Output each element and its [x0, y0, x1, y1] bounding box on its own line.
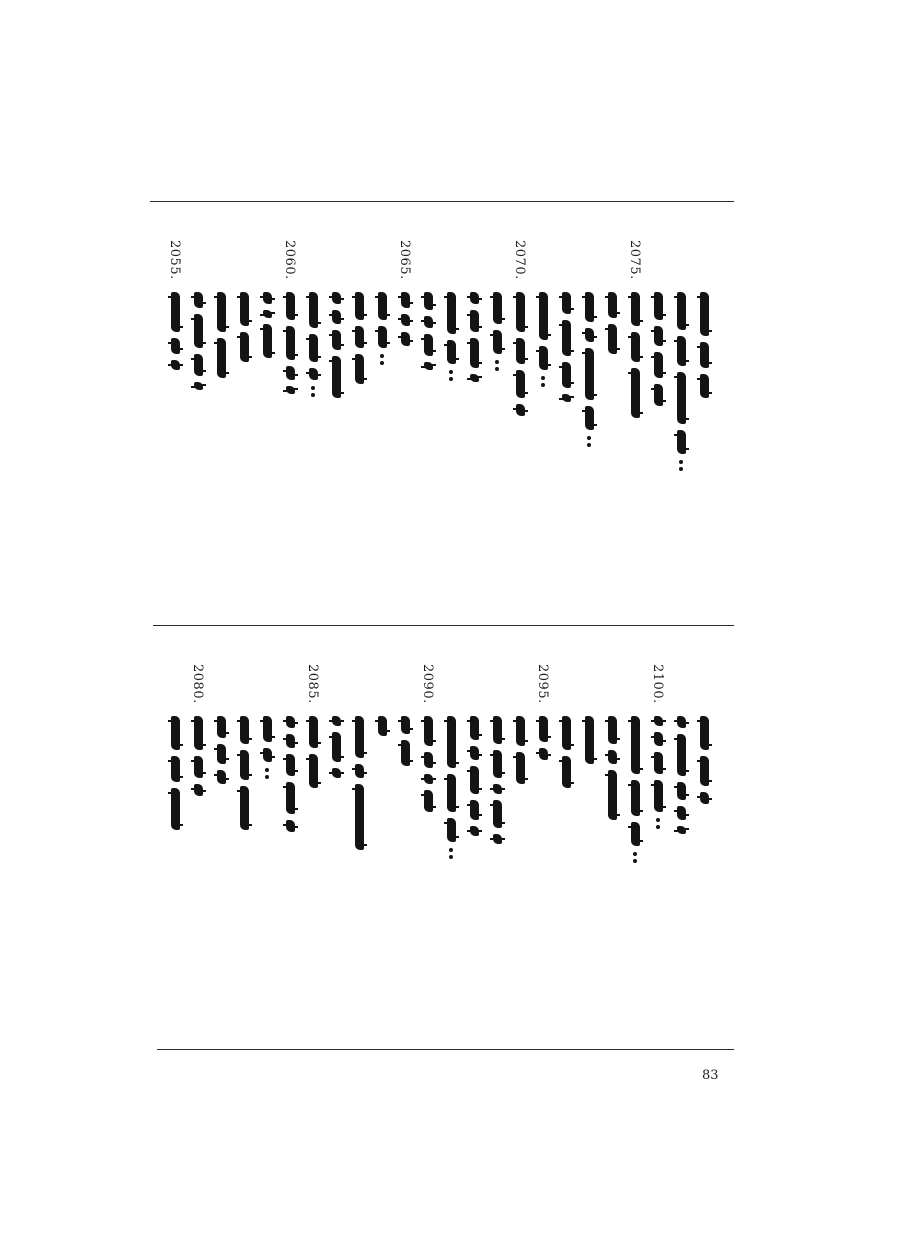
verse-column — [602, 212, 622, 442]
line-number: 2075. — [627, 240, 642, 280]
mongolian-script-line — [306, 292, 320, 403]
mongolian-script-line — [559, 716, 573, 794]
punctuation-mark — [679, 460, 683, 471]
verse-column — [349, 636, 369, 866]
mongolian-script-line — [191, 292, 205, 396]
verse-column — [326, 636, 346, 866]
mongolian-script-line — [375, 716, 389, 742]
line-number: 2095. — [535, 664, 550, 704]
verse-column — [487, 212, 507, 442]
mongolian-script-line — [214, 716, 228, 790]
mongolian-script-line — [674, 716, 688, 840]
verse-column — [671, 636, 691, 866]
verse-column — [188, 212, 208, 442]
verse-column — [556, 212, 576, 442]
verse-column — [441, 212, 461, 442]
middle-horizontal-rule — [153, 625, 734, 626]
verse-column — [648, 636, 668, 866]
mongolian-script-line — [697, 716, 711, 810]
mongolian-script-line — [168, 716, 182, 836]
verse-column — [418, 636, 438, 866]
verse-column — [510, 212, 530, 442]
mongolian-script-line — [651, 716, 665, 835]
mongolian-script-line — [329, 716, 343, 784]
mongolian-script-line — [375, 292, 389, 371]
verse-column — [487, 636, 507, 866]
verse-column — [464, 636, 484, 866]
punctuation-mark — [587, 436, 591, 447]
mongolian-script-line — [260, 292, 274, 364]
verse-column — [671, 212, 691, 442]
line-number: 2065. — [397, 240, 412, 280]
mongolian-script-line — [605, 716, 619, 826]
verse-column — [165, 636, 185, 866]
punctuation-mark — [633, 852, 637, 863]
line-number: 2080. — [190, 664, 205, 704]
mongolian-script-line — [283, 716, 297, 838]
verse-column — [694, 636, 714, 866]
verse-column — [395, 212, 415, 442]
verse-column — [556, 636, 576, 866]
punctuation-mark — [380, 354, 384, 365]
mongolian-script-line — [628, 716, 642, 869]
bottom-horizontal-rule — [157, 1049, 734, 1050]
mongolian-script-line — [697, 292, 711, 404]
verse-column — [211, 212, 231, 442]
verse-column — [234, 636, 254, 866]
lower-verse-section — [150, 636, 734, 1044]
mongolian-script-line — [421, 716, 435, 818]
mongolian-script-line — [628, 292, 642, 424]
mongolian-script-line — [306, 716, 320, 794]
mongolian-script-line — [490, 716, 504, 850]
line-number: 2085. — [305, 664, 320, 704]
verse-column — [372, 212, 392, 442]
mongolian-script-line — [651, 292, 665, 412]
mongolian-script-line — [490, 292, 504, 377]
verse-column — [533, 636, 553, 866]
verse-column — [303, 636, 323, 866]
punctuation-mark — [541, 376, 545, 387]
verse-column — [579, 212, 599, 442]
verse-column — [165, 212, 185, 442]
mongolian-script-line — [283, 292, 297, 400]
mongolian-script-line — [398, 716, 412, 772]
verse-column — [625, 636, 645, 866]
mongolian-script-line — [674, 292, 688, 477]
mongolian-script-line — [536, 292, 550, 393]
mongolian-script-line — [559, 292, 573, 408]
mongolian-script-line — [352, 716, 366, 856]
verse-column — [372, 636, 392, 866]
punctuation-mark — [311, 386, 315, 397]
mongolian-script-line — [329, 292, 343, 404]
page-number: 83 — [702, 1068, 719, 1083]
mongolian-script-line — [582, 292, 596, 453]
punctuation-mark — [495, 360, 499, 371]
verse-column — [303, 212, 323, 442]
verse-column — [326, 212, 346, 442]
verse-column — [441, 636, 461, 866]
upper-verse-section — [150, 212, 734, 620]
line-number: 2090. — [420, 664, 435, 704]
mongolian-script-line — [191, 716, 205, 802]
punctuation-mark — [449, 848, 453, 859]
mongolian-script-line — [605, 292, 619, 360]
verse-column — [533, 212, 553, 442]
mongolian-script-line — [237, 716, 251, 836]
mongolian-script-line — [467, 292, 481, 388]
mongolian-script-line — [421, 292, 435, 376]
mongolian-script-line — [237, 292, 251, 368]
mongolian-script-line — [398, 292, 412, 352]
verse-column — [280, 636, 300, 866]
verse-column — [648, 212, 668, 442]
verse-column — [349, 212, 369, 442]
verse-column — [510, 636, 530, 866]
verse-column — [211, 636, 231, 866]
verse-column — [602, 636, 622, 866]
verse-column — [257, 212, 277, 442]
top-horizontal-rule — [150, 201, 734, 202]
verse-column — [234, 212, 254, 442]
mongolian-script-line — [582, 716, 596, 770]
mongolian-script-line — [214, 292, 228, 384]
line-number: 2060. — [282, 240, 297, 280]
verse-column — [579, 636, 599, 866]
verse-column — [464, 212, 484, 442]
punctuation-mark — [265, 768, 269, 779]
mongolian-script-line — [352, 292, 366, 390]
verse-column — [257, 636, 277, 866]
verse-column — [694, 212, 714, 442]
verse-column — [625, 212, 645, 442]
line-number: 2070. — [512, 240, 527, 280]
punctuation-mark — [449, 370, 453, 381]
mongolian-script-line — [536, 716, 550, 766]
verse-column — [418, 212, 438, 442]
line-number: 2100. — [650, 664, 665, 704]
mongolian-script-line — [444, 716, 458, 865]
line-number: 2055. — [167, 240, 182, 280]
verse-column — [395, 636, 415, 866]
mongolian-script-line — [260, 716, 274, 785]
verse-column — [188, 636, 208, 866]
mongolian-script-line — [513, 292, 527, 422]
mongolian-script-line — [444, 292, 458, 387]
mongolian-script-line — [513, 716, 527, 790]
punctuation-mark — [656, 818, 660, 829]
mongolian-script-line — [168, 292, 182, 376]
mongolian-script-line — [467, 716, 481, 842]
verse-column — [280, 212, 300, 442]
